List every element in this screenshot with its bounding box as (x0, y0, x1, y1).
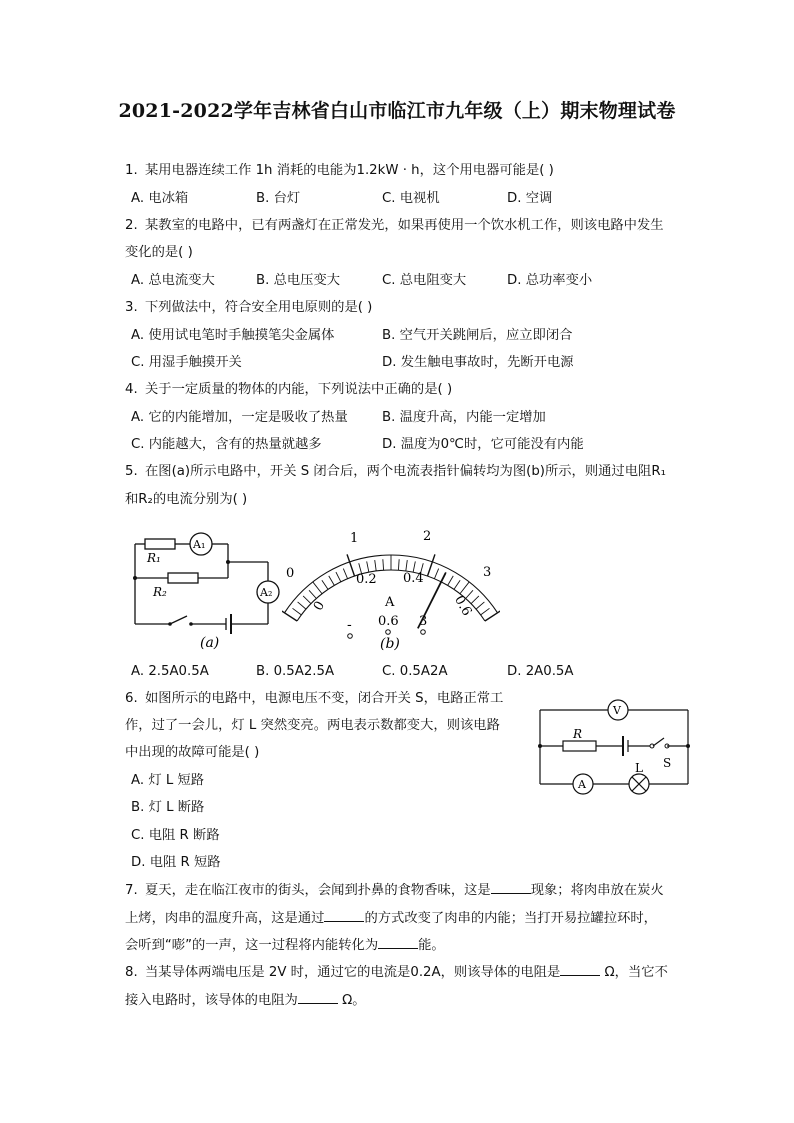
q4-option-a: A. 它的内能增加，一定是吸收了热量 (131, 410, 348, 425)
dial-tick (336, 572, 341, 582)
answer-blank[interactable] (491, 881, 531, 894)
question-number: 4. (125, 382, 138, 397)
top-scale-3: 3 (483, 565, 492, 580)
top-scale-2: 2 (423, 529, 432, 544)
label-a1: A₁ (193, 538, 206, 551)
q2-option-b: B. 总电压变大 (256, 273, 341, 288)
question-number: 2. (125, 218, 138, 233)
dial-tick (375, 560, 376, 571)
q4-option-d: D. 温度为0℃时，它可能没有内能 (382, 437, 584, 452)
dial-tick (434, 569, 438, 579)
question-number: 5. (125, 464, 138, 479)
bottom-scale-0.2: 0.2 (356, 572, 377, 587)
label-r: R (573, 727, 583, 741)
label-r2: R₂ (153, 585, 167, 599)
question-6-line-3: 中出现的故障可能是( ) (125, 745, 260, 760)
question-5-line-2: 和R₂的电流分别为( ) (125, 492, 248, 507)
dial-tick (313, 582, 322, 594)
answer-blank[interactable] (324, 909, 364, 922)
question-number: 8. (125, 965, 138, 980)
bottom-scale-0.6: 0.6 (451, 593, 475, 619)
q5-option-a: A. 2.5A0.5A (131, 664, 209, 679)
q3-option-b: B. 空气开关跳闸后，应立即闭合 (382, 328, 573, 343)
dial-tick (367, 561, 369, 572)
caption-a: (a) (200, 635, 220, 651)
dial-tick (471, 596, 479, 604)
answer-blank[interactable] (378, 936, 418, 949)
terminal-circle (421, 630, 426, 635)
q1-option-b: B. 台灯 (256, 191, 301, 206)
unit-label: A (385, 595, 395, 610)
circuit-diagram-q6 (536, 697, 692, 799)
q2-option-a: A. 总电流变大 (131, 273, 215, 288)
ammeter-dial-b (282, 522, 500, 654)
answer-blank[interactable] (298, 991, 338, 1004)
question-6 (125, 690, 503, 708)
dial-tick (293, 608, 302, 615)
q7-text: 会听到“嘭”的一声，这一过程将内能转化为 (125, 938, 379, 953)
q8-text: 当某导体两端电压是 2V 时，通过它的电流是0.2A，则该导体的电阻是 (145, 965, 561, 980)
dial-tick (347, 554, 354, 576)
q7-text: 的方式改变了肉串的内能；当打开易拉罐拉环时， (364, 911, 657, 926)
q5-option-b: B. 0.5A2.5A (256, 664, 335, 679)
dial-tick (298, 602, 306, 609)
label-a: A (578, 778, 586, 791)
terminal-negative: - (347, 617, 352, 633)
label-r1: R₁ (147, 551, 161, 565)
q3-option-d: D. 发生触电事故时，先断开电源 (382, 355, 574, 370)
question-number: 6. (125, 691, 138, 706)
q6-option-c: C. 电阻 R 断路 (131, 828, 220, 843)
question-number: 3. (125, 300, 138, 315)
dial-tick (427, 554, 434, 576)
bottom-scale-0: 0 (310, 598, 329, 614)
caption-b: (b) (380, 636, 400, 652)
question-4 (125, 381, 452, 399)
q4-option-b: B. 温度升高，内能一定增加 (382, 410, 546, 425)
q5-option-d: D. 2A0.5A (507, 664, 574, 679)
q1-option-c: C. 电视机 (382, 191, 440, 206)
label-l: L (635, 761, 643, 775)
dial-tick (329, 576, 335, 585)
q2-option-c: C. 总电阻变大 (382, 273, 467, 288)
page-title: 2021-2022学年吉林省白山市临江市九年级（上）期末物理试卷 (118, 100, 676, 122)
q7-text: 上烤，肉串的温度升高，这是通过 (125, 911, 325, 926)
q1-option-a: A. 电冰箱 (131, 191, 189, 206)
top-scale-1: 1 (350, 531, 359, 546)
dial-tick (398, 559, 399, 570)
q1-option-d: D. 空调 (507, 191, 553, 206)
label-s: S (663, 756, 672, 770)
question-8 (125, 963, 668, 982)
dial-tick (322, 580, 328, 589)
dial-tick (383, 559, 384, 570)
question-6-line-2: 作，过了一会儿，灯 L 突然变亮。两电表示数都变大，则该电路 (125, 718, 500, 733)
q5-option-c: C. 0.5A2A (382, 664, 448, 679)
question-1-text: 某用电器连续工作 1h 消耗的电能为1.2kW · h，这个用电器可能是( ) (145, 163, 554, 178)
q3-option-c: C. 用湿手触摸开关 (131, 355, 242, 370)
q6-option-b: B. 灯 L 断路 (131, 800, 205, 815)
question-2 (125, 217, 664, 235)
question-4-text: 关于一定质量的物体的内能，下列说法中正确的是( ) (145, 382, 453, 397)
question-8-line-2 (125, 991, 366, 1010)
question-7-line-3 (125, 936, 445, 955)
terminal-3: 3 (419, 614, 428, 629)
question-6-line-1: 如图所示的电路中，电源电压不变，闭合开关 S，电路正常工 (145, 691, 504, 706)
q6-option-a: A. 灯 L 短路 (131, 773, 205, 788)
top-scale-0: 0 (286, 566, 295, 581)
question-number: 1. (125, 163, 138, 178)
question-2-line-2: 变化的是( ) (125, 245, 193, 260)
dial-tick (454, 580, 460, 589)
circuit-diagram-a (125, 522, 285, 652)
q7-text: 夏天，走在临江夜市的街头，会闻到扑鼻的食物香味，这是 (145, 883, 491, 898)
q3-option-a: A. 使用试电笔时手触摸笔尖金属体 (131, 328, 335, 343)
q8-text: Ω，当它不 (604, 965, 668, 980)
dial-tick (406, 560, 407, 571)
terminal-circle (386, 630, 391, 635)
question-5 (125, 463, 666, 481)
dial-tick (303, 596, 311, 604)
dial-tick (476, 602, 484, 609)
bottom-scale-0.4: 0.4 (403, 571, 424, 586)
q8-text: 接入电路时，该导体的电阻为 (125, 993, 298, 1008)
q4-option-c: C. 内能越大，含有的热量就越多 (131, 437, 322, 452)
question-3-text: 下列做法中，符合安全用电原则的是( ) (145, 300, 373, 315)
terminal-circle (348, 634, 353, 639)
label-a2: A₂ (260, 586, 273, 599)
dial-tick (309, 590, 316, 598)
label-v: V (613, 704, 621, 717)
dial-tick (343, 569, 347, 579)
dial-tick (460, 582, 469, 594)
question-number: 7. (125, 883, 138, 898)
question-2-line-1: 某教室的电路中，已有两盏灯在正常发光，如果再使用一个饮水机工作，则该电路中发生 (145, 218, 664, 233)
terminal-0.6: 0.6 (378, 614, 399, 629)
q7-text: 能。 (418, 938, 445, 953)
dial-tick (481, 608, 490, 615)
question-5-line-1: 在图(a)所示电路中，开关 S 闭合后，两个电流表指针偏转均为图(b)所示，则通过电阻R₁ (145, 464, 666, 479)
answer-blank[interactable] (560, 963, 600, 976)
question-7-line-2 (125, 909, 657, 928)
question-1 (125, 162, 554, 180)
q2-option-d: D. 总功率变小 (507, 273, 593, 288)
q7-text: 现象；将肉串放在炭火 (530, 883, 664, 898)
q6-option-d: D. 电阻 R 短路 (131, 855, 221, 870)
dial-tick (448, 576, 454, 585)
question-7 (125, 881, 664, 900)
question-3 (125, 299, 372, 317)
q8-text: Ω。 (342, 993, 366, 1008)
